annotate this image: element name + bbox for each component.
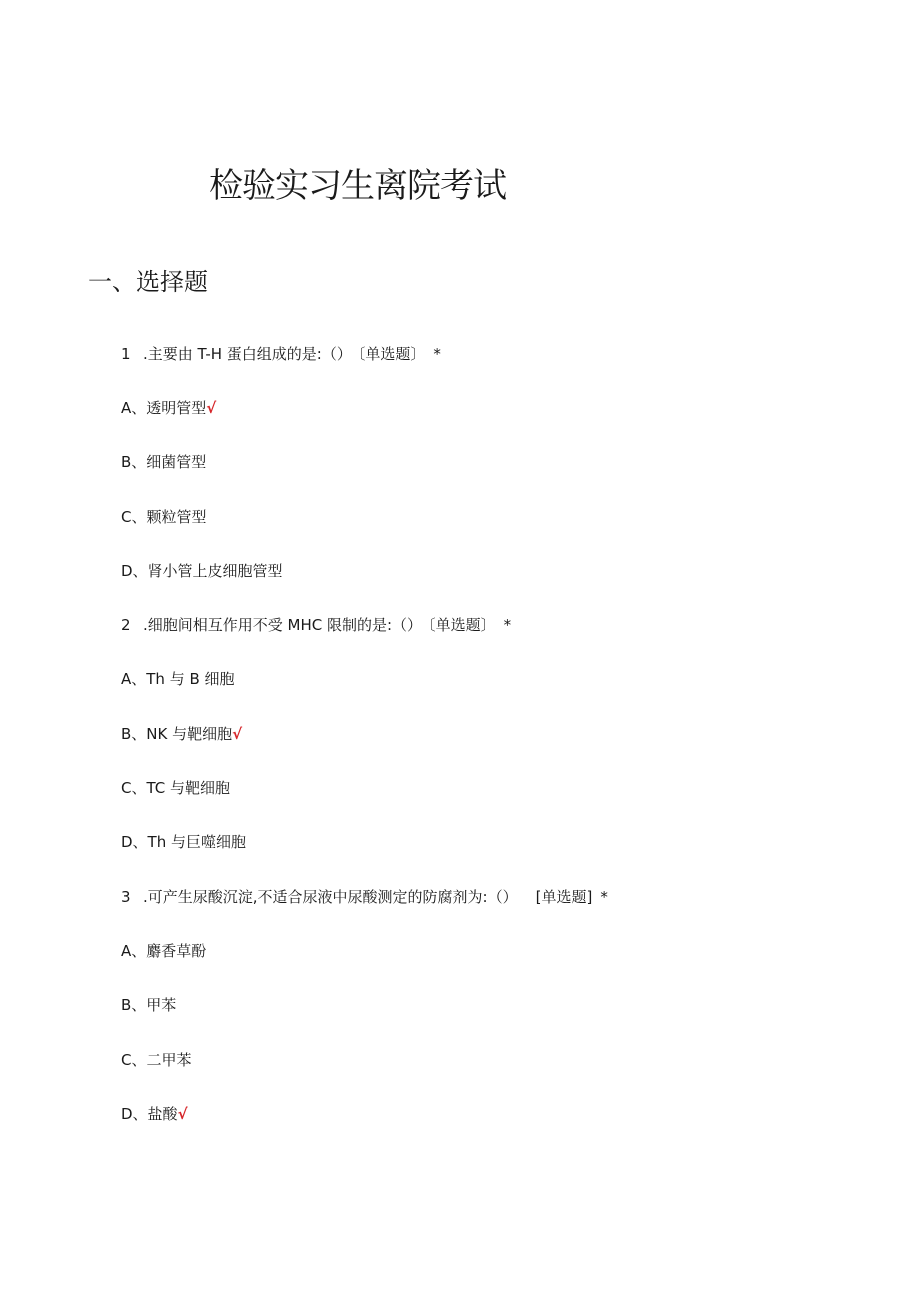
option-label: A、透明管型	[121, 399, 207, 417]
option-label: D、盐酸	[121, 1105, 178, 1123]
correct-check-icon: √	[232, 725, 243, 743]
option-item[interactable]	[121, 778, 230, 798]
question-type: 〔单选题〕	[357, 345, 426, 363]
correct-check-icon: √	[206, 399, 217, 417]
option-item[interactable]	[121, 561, 283, 581]
option-item[interactable]	[121, 1104, 188, 1124]
correct-check-icon: √	[177, 1105, 188, 1123]
option-label: D、Th 与巨噬细胞	[121, 833, 246, 851]
question-text: .主要由 T-H 蛋白组成的是:（）	[143, 345, 352, 363]
question-text: .可产生尿酸沉淀,不适合尿液中尿酸测定的防腐剂为:（）	[143, 888, 518, 906]
option-item[interactable]	[121, 1050, 191, 1070]
question-type: [单选题]	[535, 888, 593, 906]
option-label: C、颗粒管型	[121, 508, 207, 526]
option-label: C、TC 与靶细胞	[121, 779, 230, 797]
option-label: B、甲苯	[121, 996, 177, 1014]
page-title: 检验实习生离院考试	[209, 166, 506, 206]
option-label: A、麝香草酚	[121, 942, 207, 960]
option-item[interactable]	[121, 832, 246, 852]
question-text: .细胞间相互作用不受 MHC 限制的是:（）	[143, 616, 423, 634]
option-item[interactable]	[121, 507, 206, 527]
required-marker: *	[433, 345, 441, 363]
option-item[interactable]	[121, 941, 206, 961]
section-heading: 一、选择题	[88, 268, 208, 296]
option-item[interactable]	[121, 669, 235, 689]
option-item[interactable]	[121, 995, 176, 1015]
option-label: B、细菌管型	[121, 453, 207, 471]
question-2	[121, 615, 511, 635]
option-item[interactable]	[121, 724, 242, 744]
question-number: 2	[121, 616, 131, 634]
option-label: A、Th 与 B 细胞	[121, 670, 235, 688]
option-item[interactable]	[121, 398, 216, 418]
question-3	[121, 887, 608, 907]
option-label: C、二甲苯	[121, 1051, 192, 1069]
required-marker: *	[600, 888, 608, 906]
question-type: 〔单选题〕	[428, 616, 496, 634]
question-number: 3	[121, 888, 131, 906]
option-label: B、NK 与靶细胞	[121, 725, 233, 743]
required-marker: *	[503, 616, 512, 634]
option-item[interactable]	[121, 452, 206, 472]
question-1	[121, 344, 441, 364]
option-label: D、肾小管上皮细胞管型	[121, 562, 283, 580]
question-number: 1	[121, 345, 131, 363]
